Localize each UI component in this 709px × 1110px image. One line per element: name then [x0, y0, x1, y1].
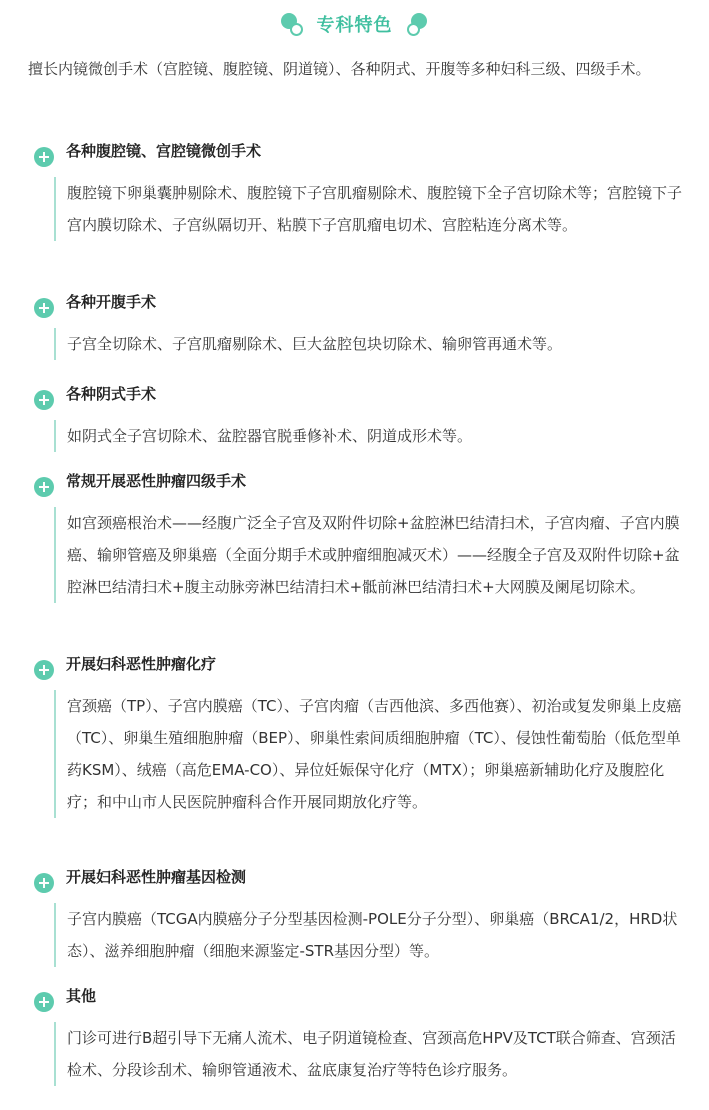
section-title: 常规开展恶性肿瘤四级手术	[66, 472, 247, 490]
plus-circle-icon	[34, 873, 54, 893]
plus-circle-icon	[34, 477, 54, 497]
dots-decoration-icon	[279, 13, 301, 35]
section-other	[34, 982, 694, 1079]
section-body	[54, 328, 687, 360]
section-text: 门诊可进行B超引导下无痛人流术、电子阴道镜检查、宫颈高危HPV及TCT联合筛查、宫颈活检术、分段诊刮术、输卵管通液术、盆底康复治疗等特色诊疗服务。	[67, 1029, 676, 1079]
section-title: 各种腹腔镜、宫腔镜微创手术	[66, 142, 262, 160]
plus-circle-icon	[34, 992, 54, 1012]
plus-circle-icon	[34, 660, 54, 680]
section-text: 腹腔镜下卵巢囊肿剔除术、腹腔镜下子宫肌瘤剔除术、腹腔镜下全子宫切除术等；宫腔镜下子宫内膜切除术、子宫纵隔切开、粘膜下子宫肌瘤电切术、宫腔粘连分离术等。	[67, 184, 683, 234]
section-title: 其他	[66, 987, 97, 1005]
section-title-row	[34, 137, 694, 165]
section-chemotherapy	[34, 650, 694, 811]
section-title: 开展妇科恶性肿瘤化疗	[66, 655, 217, 673]
section-title-row	[34, 288, 694, 316]
plus-circle-icon	[34, 298, 54, 318]
section-title: 各种阴式手术	[66, 385, 157, 403]
plus-circle-icon	[34, 147, 54, 167]
section-body	[54, 690, 687, 818]
section-text: 如阴式全子宫切除术、盆腔器官脱垂修补术、阴道成形术等。	[67, 427, 473, 445]
section-text: 子宫内膜癌（TCGA内膜癌分子分型基因检测-POLE分子分型）、卵巢癌（BRCA1/2，HRD状态）、滋养细胞肿瘤（细胞来源鉴定-STR基因分型）等。	[67, 910, 678, 960]
section-title-row	[34, 982, 694, 1010]
dots-decoration-icon	[409, 13, 431, 35]
section-text: 如宫颈癌根治术——经腹广泛全子宫及双附件切除+盆腔淋巴结清扫术，子宫肉瘤、子宫内膜癌、输卵管癌及卵巢癌（全面分期手术或肿瘤细胞减灭术）——经腹全子宫及双附件切除+盆腔淋巴结清扫术+腹主动脉旁淋巴结清扫术+骶前淋巴结清扫术+大网膜及阑尾切除术。	[67, 514, 680, 596]
section-title: 开展妇科恶性肿瘤基因检测	[66, 868, 247, 886]
section-title-row	[34, 467, 694, 495]
section-body	[54, 1022, 687, 1086]
section-title-row	[34, 650, 694, 678]
section-laparoscopy	[34, 137, 694, 234]
section-header	[0, 8, 709, 40]
section-open-surgery	[34, 288, 694, 353]
section-body	[54, 507, 687, 603]
section-text: 子宫全切除术、子宫肌瘤剔除术、巨大盆腔包块切除术、输卵管再通术等。	[67, 335, 563, 353]
section-body	[54, 903, 687, 967]
intro-text: 擅长内镜微创手术（宫腔镜、腹腔镜、阴道镜）、各种阴式、开腹等多种妇科三级、四级手术。	[28, 60, 651, 78]
section-body	[54, 420, 687, 452]
section-malignant-surgery	[34, 467, 694, 596]
section-title-row	[34, 863, 694, 891]
plus-circle-icon	[34, 390, 54, 410]
section-text: 宫颈癌（TP）、子宫内膜癌（TC）、子宫肉瘤（吉西他滨、多西他赛）、初治或复发卵巢上皮癌（TC）、卵巢生殖细胞肿瘤（BEP）、卵巢性索间质细胞肿瘤（TC）、侵蚀性葡萄胎（低危型单药KSM）、绒癌（高危EMA-CO）、异位妊娠保守化疗（MTX）；卵巢癌新辅助化疗及腹腔化疗；和中山市人民医院肿瘤科合作开展同期放化疗等。	[67, 697, 682, 811]
section-body	[54, 177, 687, 241]
section-title: 各种开腹手术	[66, 293, 157, 311]
section-title-row	[34, 380, 694, 408]
section-vaginal-surgery	[34, 380, 694, 445]
page-title: 专科特色	[316, 15, 393, 36]
section-gene-testing	[34, 863, 694, 960]
